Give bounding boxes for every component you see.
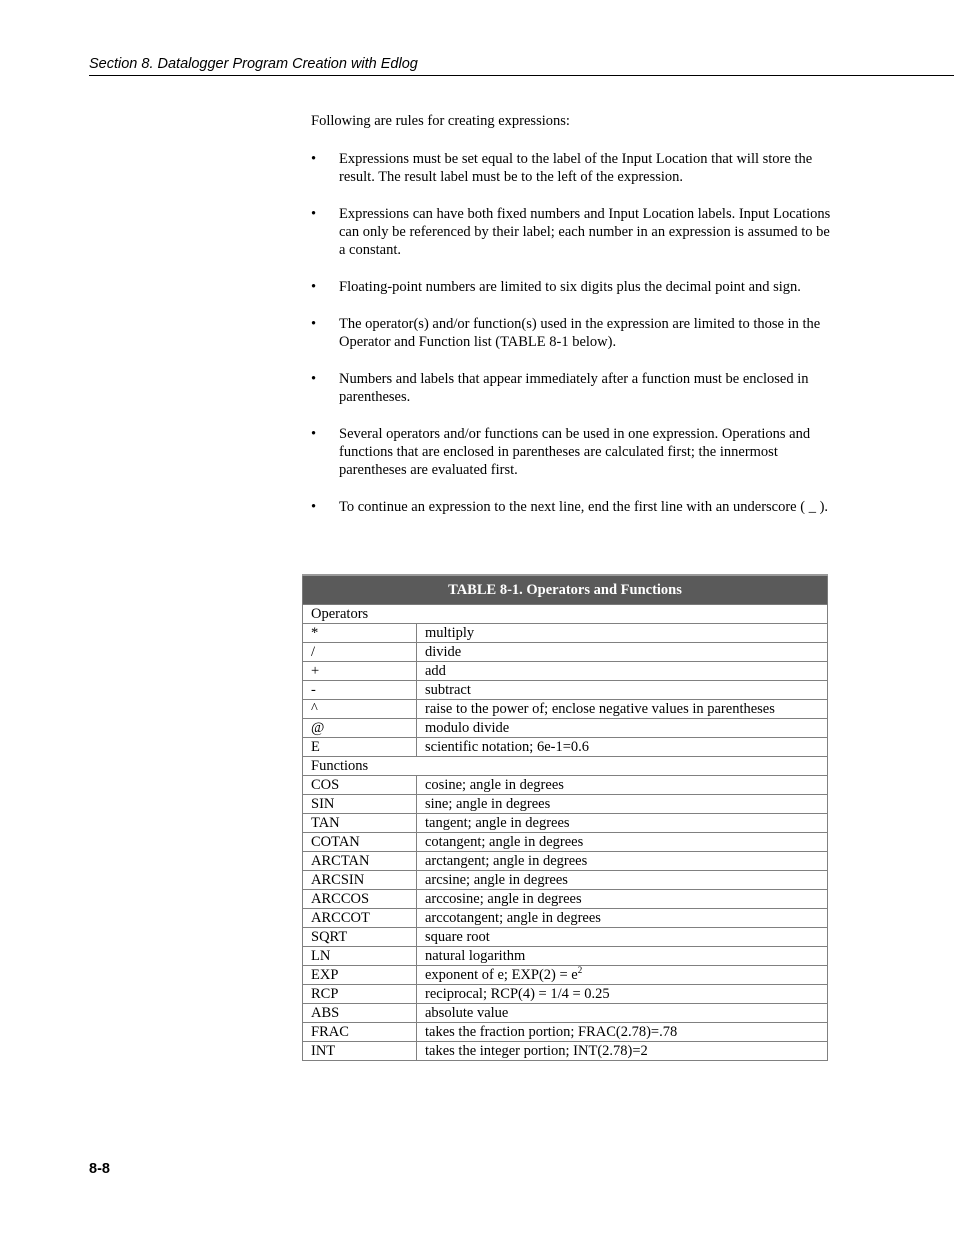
function-desc: arcsine; angle in degrees — [417, 871, 828, 890]
rule-text: Expressions must be set equal to the label of the Input Location that will store the result. The result label must be to the left of the expression. — [339, 151, 813, 185]
operator-symbol: / — [303, 643, 417, 662]
function-desc: takes the fraction portion; FRAC(2.78)=.78 — [417, 1023, 828, 1042]
rule-item — [311, 425, 831, 479]
rule-text: Expressions can have both fixed numbers and Input Location labels. Input Locations can only be referenced by their label; each number in an expression is assumed to be a constant. — [339, 206, 831, 258]
function-name: ARCCOT — [303, 909, 417, 928]
rule-item — [311, 315, 831, 351]
function-desc: arccotangent; angle in degrees — [417, 909, 828, 928]
operator-desc: raise to the power of; enclose negative values in parentheses — [417, 700, 828, 719]
table-row — [303, 852, 828, 871]
bullet-icon: • — [311, 499, 317, 515]
operator-desc: divide — [417, 643, 828, 662]
bullet-icon: • — [311, 371, 317, 387]
function-desc: reciprocal; RCP(4) = 1/4 = 0.25 — [417, 985, 828, 1004]
operators-heading-row — [303, 605, 828, 624]
function-desc: exponent of e; EXP(2) = e — [425, 967, 578, 983]
function-name: ABS — [303, 1004, 417, 1023]
table-row — [303, 985, 828, 1004]
function-desc: arccosine; angle in degrees — [417, 890, 828, 909]
table-row — [303, 681, 828, 700]
rule-item — [311, 150, 831, 186]
intro-text: Following are rules for creating expressions: — [311, 113, 570, 129]
table-row — [303, 947, 828, 966]
superscript: 2 — [577, 965, 583, 976]
table-row — [303, 1004, 828, 1023]
operator-symbol: - — [303, 681, 417, 700]
function-name: FRAC — [303, 1023, 417, 1042]
table-row — [303, 700, 828, 719]
function-desc: square root — [417, 928, 828, 947]
rule-text: To continue an expression to the next line, end the first line with an underscore ( _ ). — [339, 499, 829, 515]
table-row — [303, 643, 828, 662]
table-row — [303, 871, 828, 890]
function-desc: tangent; angle in degrees — [417, 814, 828, 833]
table-row — [303, 833, 828, 852]
table-row — [303, 662, 828, 681]
operator-symbol: ^ — [303, 700, 417, 719]
function-name: COTAN — [303, 833, 417, 852]
operator-symbol: @ — [303, 719, 417, 738]
function-name: INT — [303, 1042, 417, 1061]
rules-list — [311, 150, 831, 535]
rule-item — [311, 370, 831, 406]
operator-symbol: + — [303, 662, 417, 681]
operator-desc: scientific notation; 6e-1=0.6 — [417, 738, 828, 757]
functions-heading: Functions — [303, 757, 828, 776]
bullet-icon: • — [311, 206, 317, 222]
function-desc: natural logarithm — [417, 947, 828, 966]
rule-item — [311, 278, 831, 296]
function-name: SQRT — [303, 928, 417, 947]
function-desc: takes the integer portion; INT(2.78)=2 — [417, 1042, 828, 1061]
function-desc: cosine; angle in degrees — [417, 776, 828, 795]
table-row — [303, 890, 828, 909]
function-name: EXP — [303, 966, 417, 985]
function-name: ARCCOS — [303, 890, 417, 909]
bullet-icon: • — [311, 426, 317, 442]
operator-desc: subtract — [417, 681, 828, 700]
function-name: COS — [303, 776, 417, 795]
rule-text: Floating-point numbers are limited to six digits plus the decimal point and sign. — [339, 279, 801, 295]
function-name: LN — [303, 947, 417, 966]
function-name: ARCTAN — [303, 852, 417, 871]
rule-item — [311, 205, 831, 259]
function-desc: cotangent; angle in degrees — [417, 833, 828, 852]
function-name: TAN — [303, 814, 417, 833]
bullet-icon: • — [311, 316, 317, 332]
table-title-row — [303, 575, 828, 605]
rule-text: The operator(s) and/or function(s) used in the expression are limited to those in the Operator and Function list (TABLE 8-1 below). — [339, 316, 821, 350]
function-name: ARCSIN — [303, 871, 417, 890]
function-name: RCP — [303, 985, 417, 1004]
operator-desc: multiply — [417, 624, 828, 643]
function-desc: absolute value — [417, 1004, 828, 1023]
operator-desc: modulo divide — [417, 719, 828, 738]
operator-symbol: * — [303, 624, 417, 643]
table-row — [303, 624, 828, 643]
page-header: Section 8. Datalogger Program Creation with Edlog — [89, 55, 954, 76]
table-row — [303, 1042, 828, 1061]
table-row — [303, 1023, 828, 1042]
table-title: TABLE 8-1. Operators and Functions — [303, 575, 828, 605]
operator-symbol: E — [303, 738, 417, 757]
table-row — [303, 928, 828, 947]
page-number: 8-8 — [89, 1161, 110, 1177]
rule-text: Numbers and labels that appear immediately after a function must be enclosed in parentheses. — [339, 371, 809, 405]
bullet-icon: • — [311, 151, 317, 167]
table-row — [303, 776, 828, 795]
functions-heading-row — [303, 757, 828, 776]
rule-item — [311, 498, 831, 516]
table-row — [303, 795, 828, 814]
operator-desc: add — [417, 662, 828, 681]
bullet-icon: • — [311, 279, 317, 295]
operators-functions-table — [302, 574, 828, 1061]
function-desc: sine; angle in degrees — [417, 795, 828, 814]
table-row — [303, 966, 828, 985]
table-row — [303, 909, 828, 928]
function-desc: arctangent; angle in degrees — [417, 852, 828, 871]
function-name: SIN — [303, 795, 417, 814]
table-row — [303, 738, 828, 757]
table-row — [303, 814, 828, 833]
function-desc-cell — [417, 966, 828, 985]
table-row — [303, 719, 828, 738]
rule-text: Several operators and/or functions can be used in one expression. Operations and functions that are enclosed in parentheses are calculated first; the innermost parentheses are evaluated first. — [339, 426, 811, 478]
operators-heading: Operators — [303, 605, 828, 624]
